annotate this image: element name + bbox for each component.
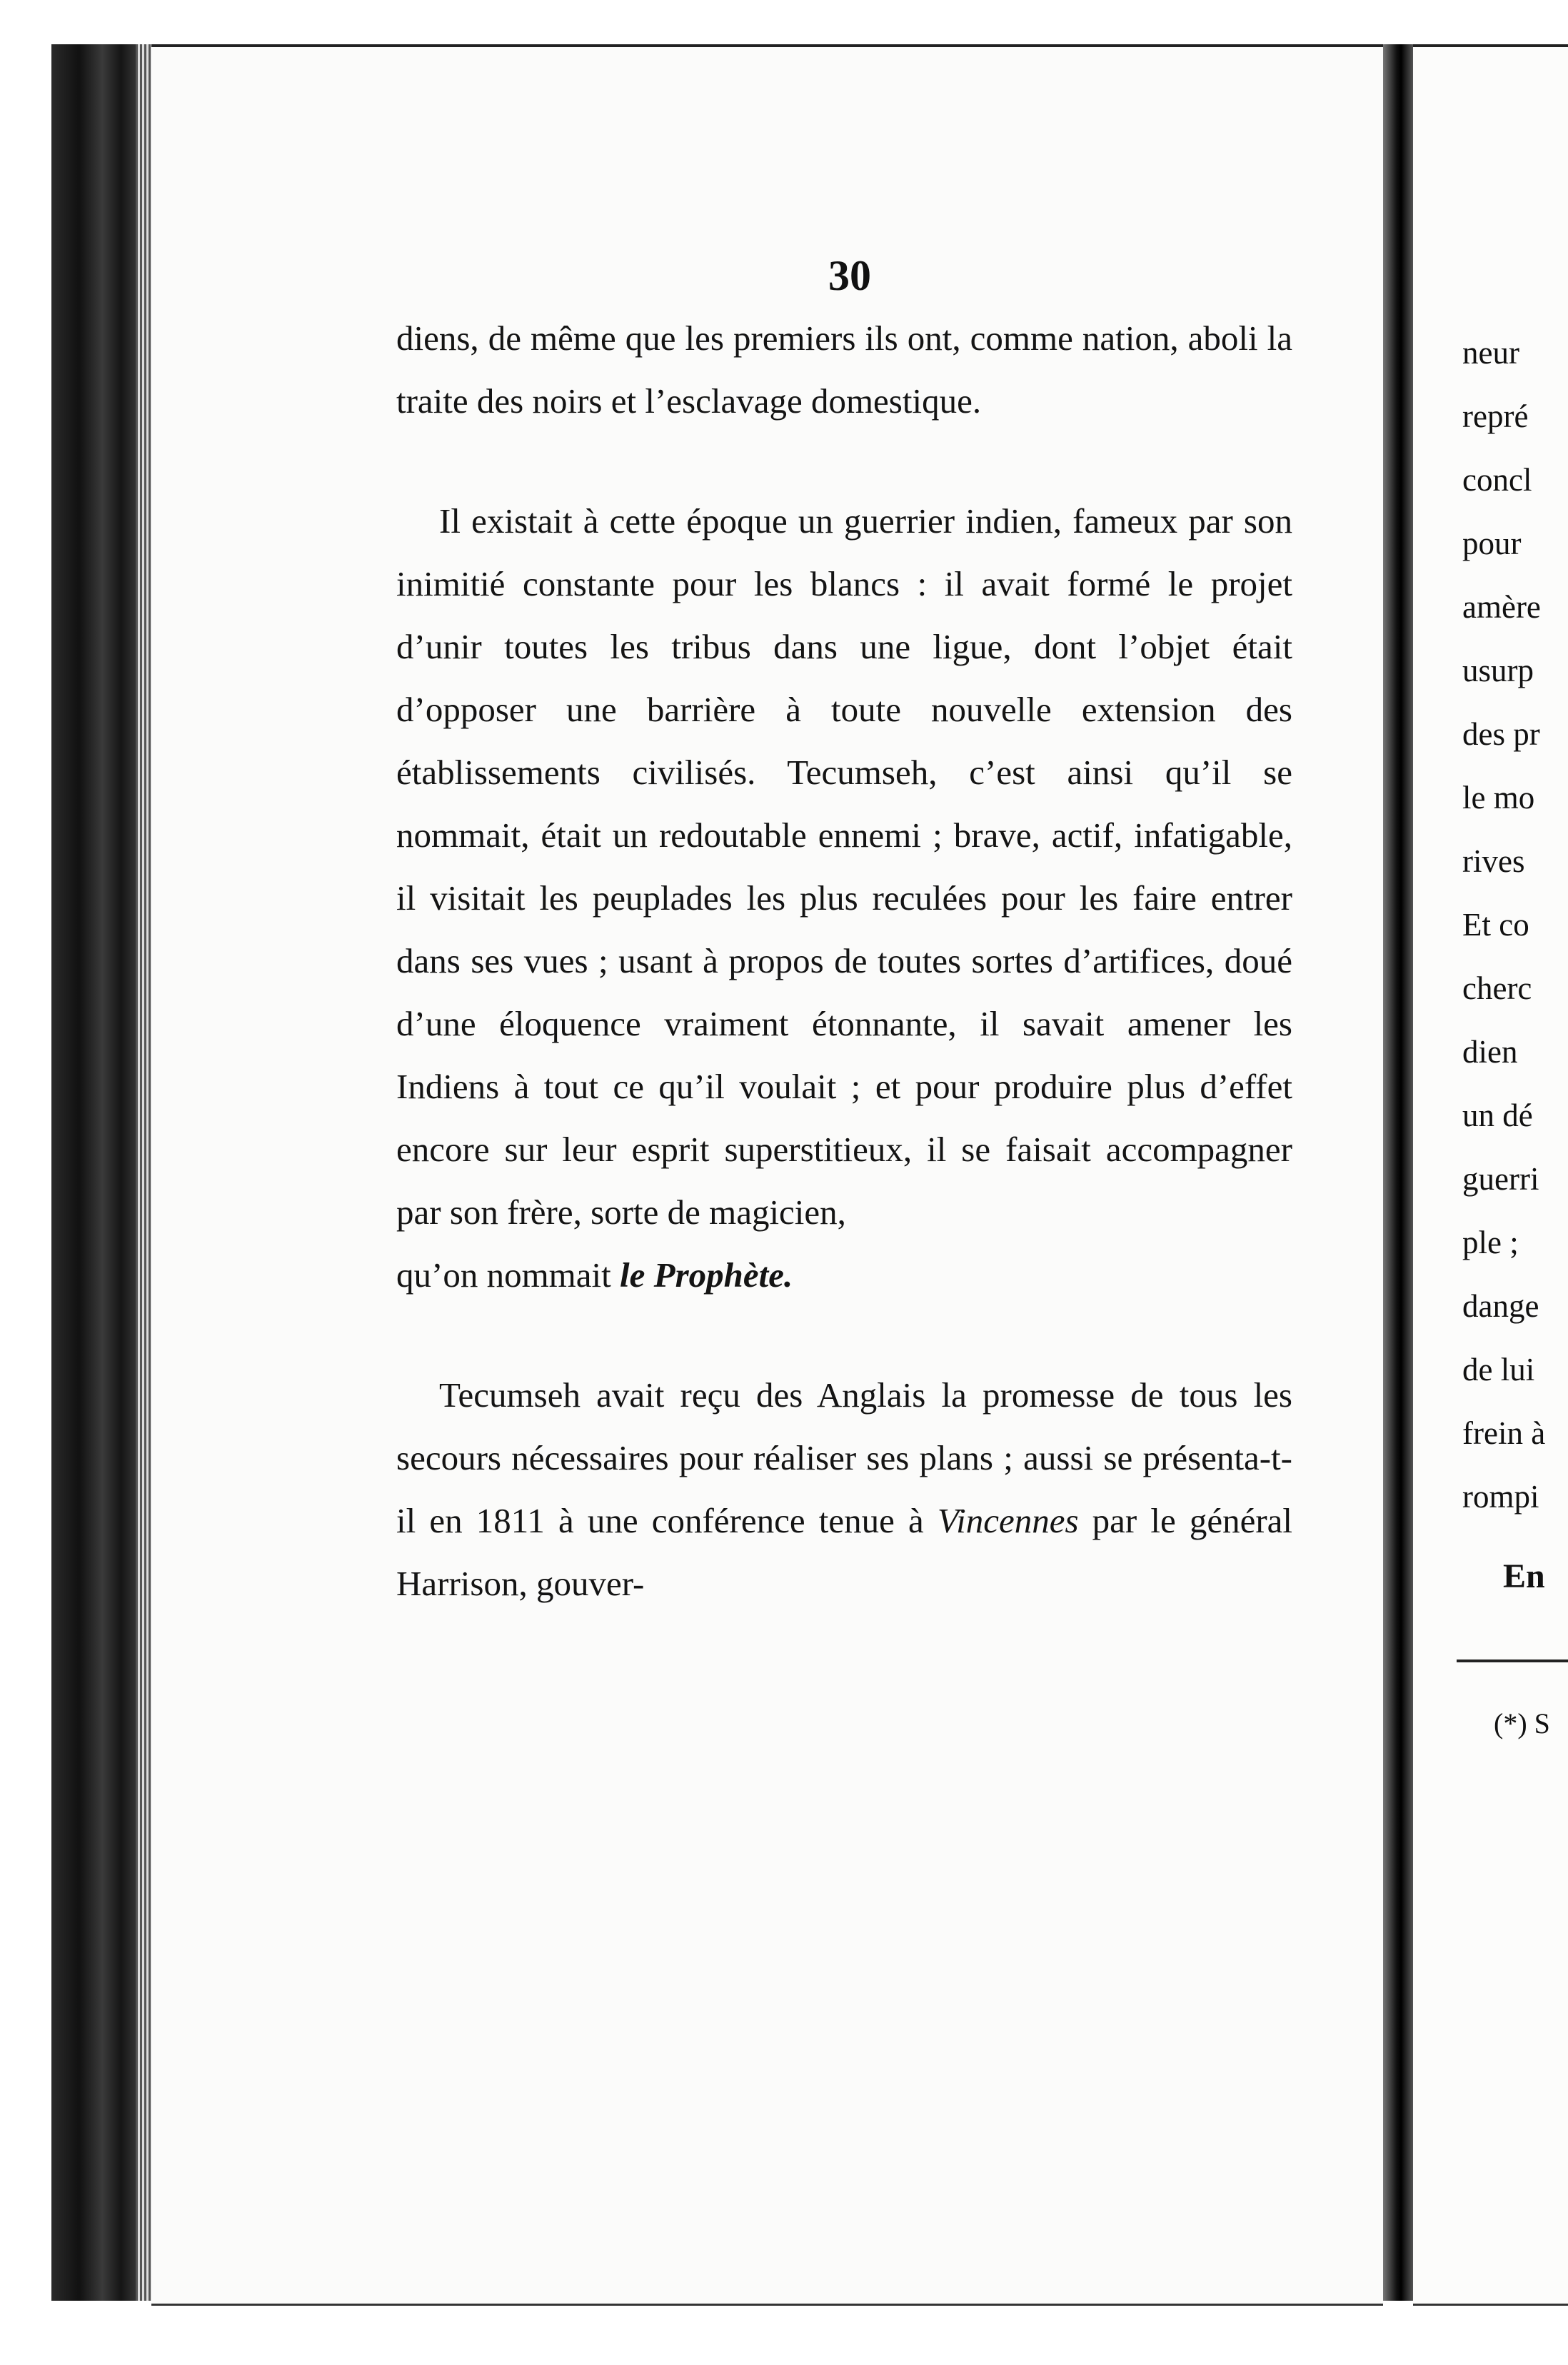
- facing-line: usurp: [1462, 653, 1534, 688]
- paragraph-2: Il existait à cette époque un guerrier indien, fameux par son inimitié constante pour les blancs : il avait formé le projet d’unir toutes les tribus dans une ligue, dont l’objet était d’opposer une barrière à toute nouvelle extension des établissements civilisés. Tecumseh, c’est ainsi qu’il se nommait, était un redoutable ennemi ; brave, actif, infatigable, il visitait les peuplades les plus reculées pour les faire entrer dans ses vues ; usant à propos de toutes sortes d’artifices, doué d’une éloquence vraiment étonnante, il savait amener les Indiens à tout ce qu’il voulait ; et pour produire plus d’effet encore sur leur esprit superstitieux, il se faisait accompagner par son frère, sorte de magicien,: [396, 501, 1292, 1232]
- facing-paragraph-start: En: [1503, 1557, 1545, 1595]
- paragraph-3-tail: par le général Harrison, gouver-: [396, 1501, 1293, 1603]
- prophete-italic: le Prophète.: [620, 1255, 793, 1295]
- page-number: 30: [828, 252, 871, 299]
- book-gutter: [1383, 44, 1413, 2301]
- facing-line: dien: [1462, 1034, 1518, 1070]
- facing-line: amère: [1462, 589, 1541, 625]
- book-binding: [51, 44, 144, 2301]
- footnote-rule: [1457, 1659, 1568, 1662]
- facing-line: neur: [1462, 335, 1519, 371]
- paragraph-2-tail: qu’on nommait: [396, 1255, 611, 1295]
- facing-line: ple ;: [1462, 1225, 1519, 1260]
- facing-page-lines: [1462, 321, 1568, 1529]
- vincennes-italic: Vincennes: [937, 1501, 1079, 1540]
- facing-line: pour: [1462, 526, 1522, 561]
- facing-line: rives: [1462, 843, 1525, 879]
- facing-footnote: (*) S: [1494, 1707, 1550, 1739]
- facing-line: concl: [1462, 462, 1532, 498]
- paragraph-3: [396, 1364, 1292, 1615]
- facing-line: le mo: [1462, 780, 1535, 815]
- facing-line: dange: [1462, 1288, 1539, 1324]
- page-body-text: [396, 307, 1292, 1615]
- facing-line: des pr: [1462, 716, 1540, 752]
- facing-line: Et co: [1462, 907, 1529, 943]
- facing-line: un dé: [1462, 1098, 1533, 1133]
- facing-line: frein à: [1462, 1415, 1546, 1451]
- facing-line: guerri: [1462, 1161, 1539, 1197]
- paragraph-2-end: [396, 1244, 1292, 1307]
- paragraph-3-text: Tecumseh avait reçu des Anglais la promesse de tous les secours nécessaires pour réaliser ses plans ; aussi se présenta-t-il en 1811 à une conférence tenue à: [396, 1375, 1292, 1540]
- facing-line: de lui: [1462, 1352, 1535, 1387]
- facing-line: rompi: [1462, 1479, 1539, 1515]
- page-edges: [136, 44, 153, 2301]
- facing-line: repré: [1462, 398, 1529, 434]
- paragraph-1: diens, de même que les premiers ils ont, comme nation, aboli la traite des noirs et l’esclavage domestique.: [396, 318, 1292, 421]
- facing-line: cherc: [1462, 970, 1532, 1006]
